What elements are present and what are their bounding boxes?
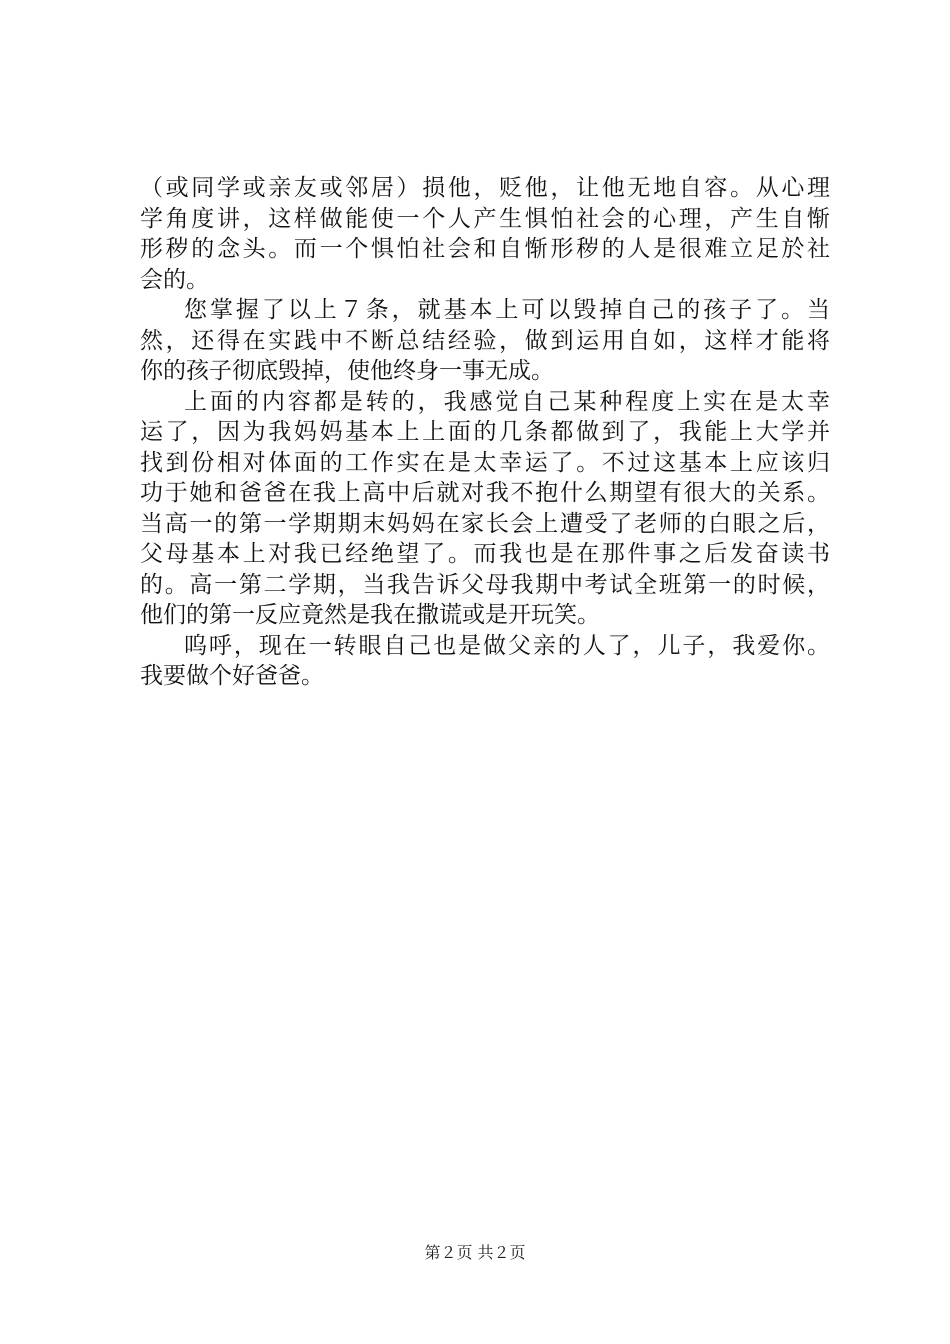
text-line: 您掌握了以上７条，就基本上可以毁掉自己的孩子了。当 xyxy=(184,297,830,323)
text-line: 你的孩子彻底毁掉，使他终身一事无成。 xyxy=(140,358,554,384)
text-line: 找到份相对体面的工作实在是太幸运了。不过这基本上应该归 xyxy=(140,449,830,476)
text-line: 会的。 xyxy=(140,266,209,293)
text-line: （或同学或亲友或邻居）损他，贬他，让他无地自容。从心理 xyxy=(140,175,830,201)
text-line: 上面的内容都是转的，我感觉自己某种程度上实在是太幸 xyxy=(184,388,830,415)
page-number: 第２页 共２页 xyxy=(424,1243,526,1262)
text-line: 他们的第一反应竟然是我在撒谎或是开玩笑。 xyxy=(140,602,600,628)
text-line: 呜呼，现在一转眼自己也是做父亲的人了，儿子，我爱你。 xyxy=(184,632,830,659)
text-line: 学角度讲，这样做能使一个人产生惧怕社会的心理，产生自惭 xyxy=(140,205,830,232)
text-line: 然，还得在实践中不断总结经验，做到运用自如，这样才能将 xyxy=(140,327,830,354)
page-footer xyxy=(0,1242,950,1264)
text-line: 当高一的第一学期期末妈妈在家长会上遭受了老师的白眼之后， xyxy=(140,510,830,537)
body-text xyxy=(140,173,830,692)
text-line: 运了，因为我妈妈基本上上面的几条都做到了，我能上大学并 xyxy=(140,419,830,445)
text-line: 父母基本上对我已经绝望了。而我也是在那件事之后发奋读书 xyxy=(140,541,830,567)
text-line: 功于她和爸爸在我上高中后就对我不抱什么期望有很大的关系。 xyxy=(140,480,830,506)
text-line: 形秽的念头。而一个惧怕社会和自惭形秽的人是很难立足於社 xyxy=(140,236,830,262)
text-line: 的。高一第二学期，当我告诉父母我期中考试全班第一的时候， xyxy=(140,571,830,598)
text-line: 我要做个好爸爸。 xyxy=(140,663,324,689)
